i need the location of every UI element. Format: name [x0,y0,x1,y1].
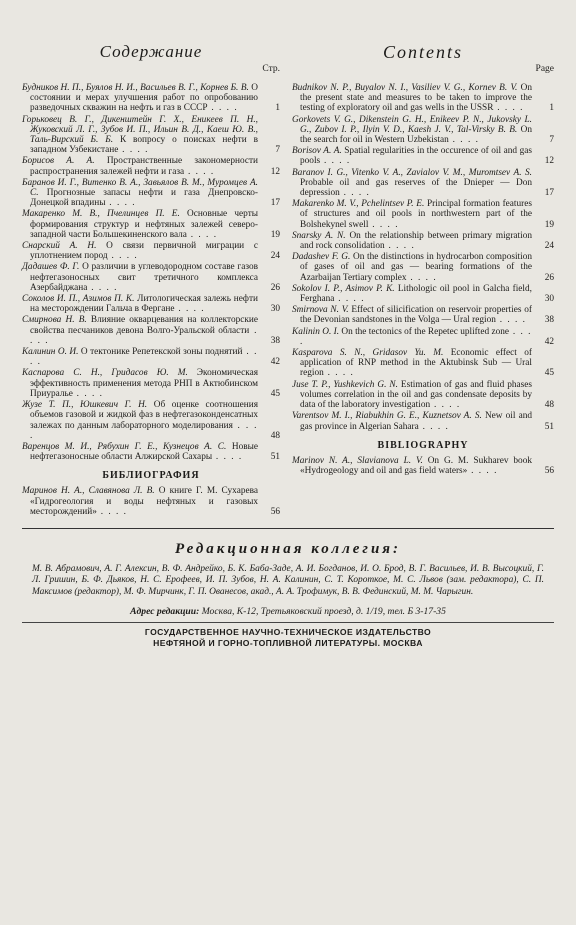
toc-entry-author: Снарский А. Н. [22,241,97,252]
toc-entry-title: On the search for oil in Western Uzbekistan [300,124,533,146]
toc-entry-text [22,486,258,517]
toc-leader-dots: . . . . [107,251,139,262]
english-page-label: Page [535,64,554,74]
toc-entry [292,348,554,379]
toc-entry [292,252,554,283]
toc-entry-author: Makarenko M. V., Pchelintsev P. E. [292,199,425,210]
publisher-block [22,627,554,649]
toc-entry-author: Баранов И. Г., Витенко В. А., Завьялов В. М., Муромцев А. С. [22,177,258,199]
editorial-board-title: Редакционная коллегия: [174,540,402,557]
toc-entry-page: 42 [270,357,280,368]
toc-entry-title: Влияние окварцевания на коллекторские свойства песчаников девона Волго-Уральской области [30,315,258,336]
toc-entry [292,411,554,431]
toc-entry [292,305,554,325]
toc-entry-author: Budnikov N. P., Buyalov N. I., Vasiliev V. G., Kornev B. V. [292,83,518,93]
toc-entry-page: 48 [544,400,554,411]
toc-entry [22,315,280,346]
toc-entry-page: 24 [270,251,280,262]
toc-entry-text [292,411,532,431]
russian-contents [22,42,280,518]
toc-entry-text [22,241,258,261]
toc-entry-title: О различии в углеводородном составе газов нефтегазоносных свит третичного комплекса Азербайджана [30,262,258,293]
toc-entry-title: О связи первичной миграции с уплотнением пород [30,241,259,262]
toc-entry-page: 38 [544,315,554,326]
toc-entry-page: 51 [544,421,554,432]
toc-entry-page: 30 [270,304,280,315]
english-contents-title: Contents [382,42,463,62]
toc-entry-author: Макаренко М. В., Пчелинцев П. Е. [22,209,180,220]
toc-leader-dots: . . . . [368,219,400,230]
toc-entry-page: 30 [544,294,554,305]
toc-entry-page: 1 [549,103,554,114]
toc-entry-text [292,83,532,114]
toc-entry-page: 19 [270,229,280,240]
toc-entry-text [292,146,532,166]
toc-leader-dots: . . . . [105,198,137,209]
toc-entry-author: Dadashev F. G. [292,252,351,263]
toc-entry-author: Juse T. P., Yushkevich G. N. [292,379,398,390]
toc-entry-text [22,209,258,240]
toc-entry-author: Варенцов М. И., Рябухин Г. Е., Кузнецов А. С. [22,441,227,452]
english-contents [292,42,554,518]
toc-entry-page: 12 [544,156,554,167]
toc-entry-author: Kalinin O. I. [292,326,340,337]
toc-entry-title: New oil and gas province in Algerian Sahara [300,411,532,432]
toc-entry-page: 45 [544,368,554,379]
toc-leader-dots: . . . . [72,388,104,399]
toc-entry-title: Lithologic oil pool in Galcha field, Ferghana [300,283,532,305]
toc-entry-page: 17 [270,198,280,209]
toc-entry [292,380,554,411]
contents-columns [22,42,554,518]
toc-entry-text [22,83,258,114]
toc-entry-text [22,315,258,346]
toc-entry [22,262,280,293]
toc-entry-title: On the tectonics of the Repetec uplifted zone [341,326,509,337]
toc-entry-title: On the distinctions in hydrocarbon composition of gases of oil and gas — bearing formations of the Azarbaijan Tertiary complex [300,252,532,283]
toc-entry-text [292,380,532,411]
toc-leader-dots: . . . . [118,145,149,156]
toc-entry [22,209,280,240]
toc-entry-text [22,262,258,293]
toc-entry-author: Borisov A. A. [292,146,342,157]
toc-entry-title: On the relationship between primary migration and rock consolidation [300,230,533,252]
toc-entry [22,347,280,367]
toc-entry-text [292,231,532,251]
russian-contents-title: Содержание [99,42,203,61]
toc-entry-title: Effect of silicification on reservoir properties of the Devonian sandstones in the Volga — Ural region [300,305,532,326]
toc-entry-author: Борисов А. А. [22,156,95,167]
toc-entry-title: К вопросу о поисках нефти в западном Узбекистане [30,135,258,156]
toc-entry-author: Marinov N. A., Slavianova L. V. [292,455,423,466]
editorial-address [22,606,554,617]
toc-entry-text [292,305,532,325]
toc-entry-author: Kasparova S. N., Gridasov Yu. M. [292,348,444,359]
toc-entry-text [22,368,258,399]
toc-leader-dots: . . . . [323,368,355,379]
toc-entry-title: Об оценке соотношения объемов газовой и жидкой фаз в нефтегазоконденсатных залежах по данным лабораторного моделирования [30,400,258,431]
toc-entry-author: Baranov I. G., Vitenko V. A., Zavialov V. M., Muromtsev A. S. [292,167,532,178]
toc-entry [292,83,554,114]
toc-entry-text [22,115,258,156]
toc-entry-author: Gorkovets V. G., Dikenstein G. H., Enikeev P. N., Jukovsky L. G., Zubov I. P., Ilyin V. D., Kaesh J. V., Tal-Virsky B. B. [292,114,532,135]
toc-entry-title: О состоянии и мерах улучшения работ по опробованию разведочных скважин на нефть и газ в СССР [30,83,259,114]
toc-entry [292,284,554,304]
russian-page-label: Стр. [262,64,280,74]
toc-entry-page: 1 [275,103,280,114]
toc-entry [292,115,554,146]
toc-entry-text [292,115,532,146]
toc-entry-page: 12 [270,166,280,177]
address-value: Москва, К-12, Третьяковский проезд, д. 1/19, тел. Б 3-17-35 [201,606,446,618]
toc-leader-dots: . . . . [30,420,258,441]
toc-entry [22,156,280,176]
toc-entry-text [22,400,258,441]
toc-entry-title: On G. M. Sukharev book «Hydrogeology and oil and gas field waters» [300,455,533,476]
toc-entry-text [292,348,532,379]
toc-entry [292,456,554,476]
toc-entry-page: 56 [544,465,554,476]
toc-entry-author: Смирнова Н. В. [22,315,87,326]
toc-entry-title: Литологическая залежь нефти на месторождении Гальча в Фергане [30,294,258,315]
toc-entry [22,442,280,462]
toc-entry-page: 48 [270,430,280,441]
toc-entry-page: 56 [270,506,280,517]
english-entry-list [292,83,554,432]
english-bibliography-list [292,456,554,476]
toc-entry-author: Будников Н. П., Буялов Н. И., Васильев В. Г., Корнев Б. В. [22,83,249,93]
section-divider [22,528,554,529]
toc-leader-dots: . . . . [300,326,532,347]
toc-leader-dots: . . . . [493,103,524,114]
toc-entry-page: 19 [544,219,554,230]
toc-entry [292,327,554,347]
toc-entry-text [292,327,532,347]
address-label: Адрес редакции: [130,606,200,618]
toc-entry-author: Sokolov I. P., Asimov P. K. [292,283,395,294]
toc-entry-text [22,156,258,176]
toc-entry [22,178,280,209]
toc-entry-page: 7 [549,135,554,146]
editorial-board-members: М. В. Абрамович, А. Г. Алексин, В. Ф. Андрейко, Б. К. Баба-Заде, А. И. Богданов, И. О. Брод, В. Г. Васильев, И. В. Высоцкий, Г. Л. Гришин, Б. Ф. Дьяков, Н. С. Ерофеев, И. П. Зубов, Н. А. Калинин, С. Т. Короткое, М. С. Львов (зам. редактора), С. П. Максимов (редактор), М. Ф. Мирчинк, Г. П. Ованесов, акад., А. А. Трофимук, В. В. Фединский, М. М. Чарыгин. [32,563,544,597]
toc-leader-dots: . . . . [384,241,416,252]
toc-leader-dots: . . . . [467,465,498,476]
russian-bibliography-list [22,486,280,517]
russian-entry-list [22,83,280,462]
toc-entry-text [22,294,258,314]
toc-entry-text [292,284,532,304]
toc-leader-dots: . . . . [30,325,259,346]
toc-entry [22,400,280,441]
toc-entry-title: Новые нефтегазоносные области Алжирской Сахары [30,441,258,463]
toc-leader-dots: . . . . [334,294,366,305]
toc-leader-dots: . . . . [495,315,527,326]
toc-entry-text [22,347,258,367]
toc-entry-author: Smirnova N. V. [292,305,349,316]
publisher-line-1: ГОСУДАРСТВЕННОЕ НАУЧНО-ТЕХНИЧЕСКОЕ ИЗДАТЕЛЬСТВО [144,627,432,638]
toc-leader-dots: . . . . [87,282,118,293]
toc-leader-dots: . . . . [430,400,461,411]
toc-entry-author: Жузе Т. П., Юшкевич Г. Н. [22,400,148,411]
toc-entry [22,115,280,156]
toc-entry-page: 38 [270,335,280,346]
toc-entry-title: Пространственные закономерности распространения залежей нефти и газа [30,156,258,177]
toc-entry-page: 45 [270,388,280,399]
toc-entry [22,83,280,114]
toc-entry-text [292,252,532,283]
toc-entry-page: 26 [544,272,554,283]
toc-entry [292,146,554,166]
toc-entry [292,199,554,230]
toc-entry-page: 17 [544,188,554,199]
english-bibliography-title: BIBLIOGRAPHY [377,439,469,451]
toc-leader-dots: . . . . [448,135,480,146]
toc-entry-author: Калинин О. И. [22,347,79,358]
toc-entry-page: 26 [270,282,280,293]
toc-entry-title: Spatial regularities in the occurence of oil and gas pools [300,146,532,167]
toc-entry [22,241,280,261]
toc-leader-dots: . . . . [320,156,351,167]
toc-entry-page: 51 [270,452,280,463]
toc-entry-author: Каспарова С. Н., Гридасов Ю. М. [22,368,188,379]
toc-leader-dots: . . . . [30,347,259,368]
toc-entry-title: Probable oil and gas reserves of the Dnieper — Don depression [300,177,532,199]
toc-entry-title: О книге Г. М. Сухарева «Гидрогеология и воды нефтяных и газовых месторождений» [30,486,258,517]
toc-entry-author: Соколов И. П., Азимов П. К. [22,294,135,305]
toc-entry-text [22,442,258,462]
toc-leader-dots: . . . . [339,188,371,199]
toc-entry-title: О тектонике Репетекской зоны поднятий [80,347,243,358]
toc-entry [292,231,554,251]
toc-entry-page: 7 [275,145,280,156]
toc-leader-dots: . . . . [207,103,239,114]
toc-entry-page: 24 [544,241,554,252]
toc-leader-dots: . . . . [174,304,206,315]
toc-entry-text [292,168,532,199]
publisher-line-2: НЕФТЯНОЙ И ГОРНО-ТОПЛИВНОЙ ЛИТЕРАТУРЫ. МОСКВА [153,638,423,649]
toc-entry-title: Estimation of gas and fluid phases volumes correlation in the oil and gas condensate deposits by data of the laboratory investigation [300,379,532,411]
toc-entry-title: Economic effect of application of RNP method in the Aktubinsk Sub — Ural region [300,348,532,379]
toc-entry-title: Основные черты формирования структур и нефтяных залежей северо-западной части Большекиненского вала [30,209,259,240]
toc-entry-author: Дадашев Ф. Г. [22,262,80,273]
toc-entry-text [22,178,258,209]
toc-entry-author: Snarsky A. N. [292,230,346,241]
toc-entry [22,294,280,314]
toc-leader-dots: . . . . [418,421,450,432]
toc-entry-title: On the present state and measures to be taken to improve the testing of exploratory oil and gas wells in the USSR [300,83,532,114]
toc-leader-dots: . . . . [186,229,218,240]
toc-entry-title: Principal formation features of structures and oil pools in northwestern part of the Bolshekynel swell [300,199,532,230]
toc-entry [292,168,554,199]
toc-leader-dots: . . . . [406,272,438,283]
russian-bibliography-title: БИБЛИОГРАФИЯ [102,470,200,482]
toc-entry-author: Varentsov M. I., Riabukhin G. E., Kuznetsov A. S. [292,411,482,422]
toc-entry [22,368,280,399]
toc-entry [22,486,280,517]
publisher-divider [22,622,554,623]
toc-leader-dots: . . . . [212,452,243,463]
toc-entry-author: Маринов Н. А., Славянова Л. В. [22,486,155,497]
toc-leader-dots: . . . . [96,506,128,517]
toc-entry-text [292,456,532,476]
toc-entry-author: Горьковец В. Г., Дикенштейн Г. Х., Еникеев П. Н., Жуковский Л. Г., Зубов И. П., Ильин В. Д., Каеш Ю. В., Таль-Вирский Б. Б. [22,114,258,146]
toc-leader-dots: . . . . [184,166,215,177]
toc-entry-title: Прогнозные запасы нефти и газа Днепровско-Донецкой впадины [30,188,258,209]
toc-entry-title: Экономическая эффективность применения метода РНП в Актюбинском Приуралье [30,368,258,399]
toc-entry-text [292,199,532,230]
toc-entry-page: 42 [544,336,554,347]
